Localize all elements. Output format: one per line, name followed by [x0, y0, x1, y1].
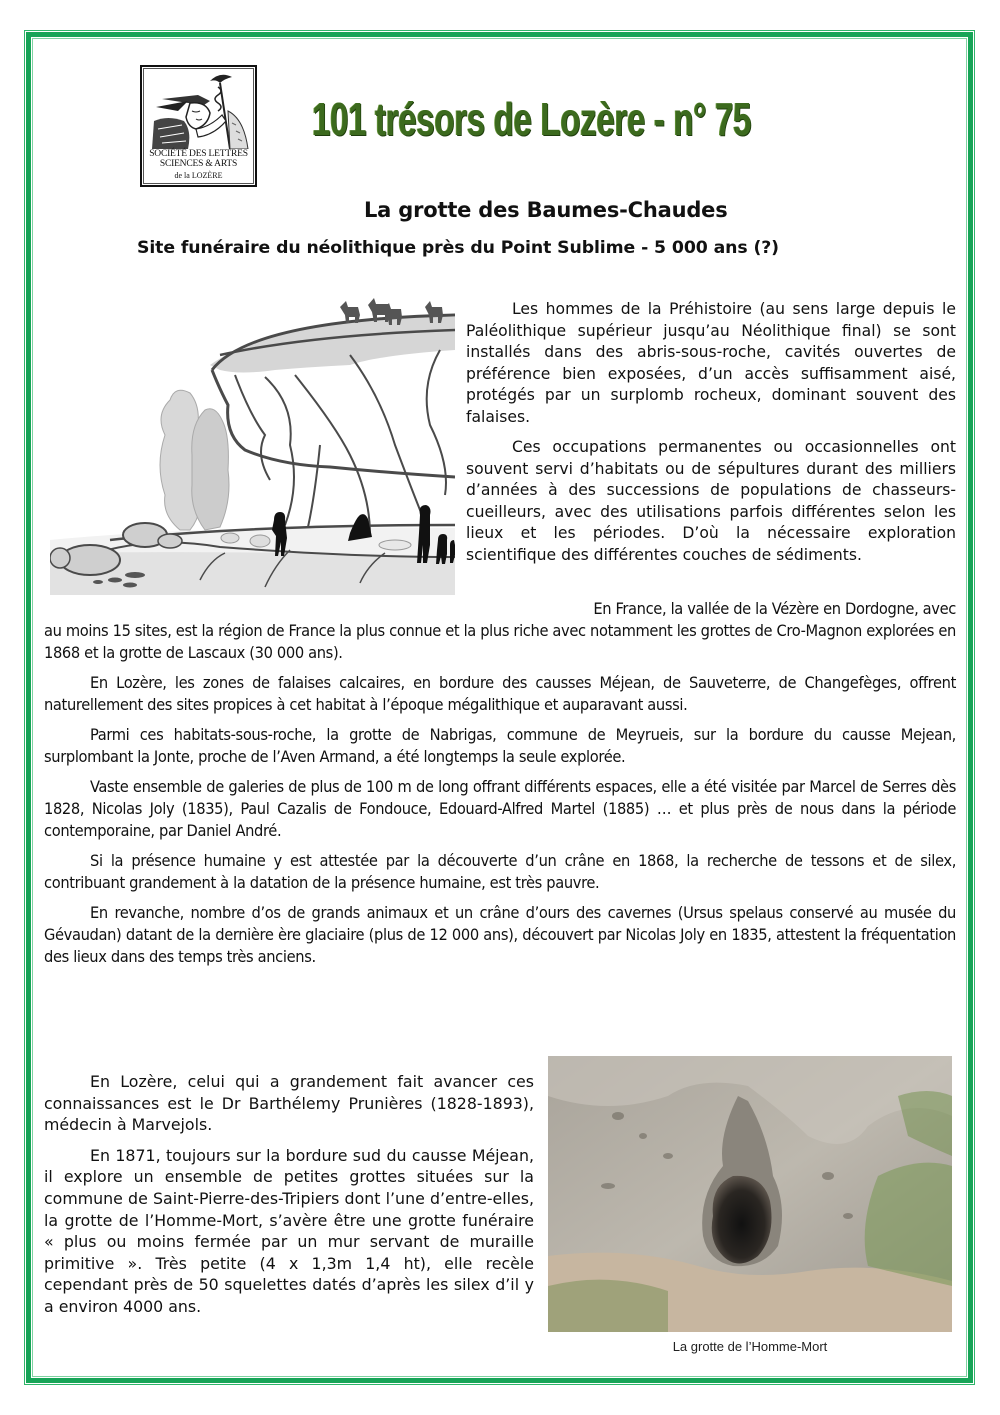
paragraph-10: En 1871, toujours sur la bordure sud du causse Méjean, il explore un ensemble de petites grottes situées sur la commune de Saint-Pierre-des-Tripiers dont l’une d’entre-elles, la grotte de l’Homme-Mort, s’avère être une grotte funéraire « plus ou moins fermée par un mur servant de muraille primitive ». Très petite (4 x 1,3m 1,4 ht), elle recèle cependant près de 50 squelettes datés d’après les silex d’il y a environ 4000 ans. — [44, 1145, 534, 1316]
paragraph-6: Vaste ensemble de galeries de plus de 100 m de long offrant différents espaces, elle a été visitée par Marcel de Serres dès 1828, Nicolas Joly (1835), Paul Cazalis de Fondouce, Edouard-Alfred Martel (1885) … et plus près de nous dans la période contemporaine, par Daniel André. — [44, 777, 956, 840]
cave-entrance-photo-icon — [548, 1056, 952, 1332]
paragraph-7: Si la présence humaine y est attestée par la découverte d’un crâne en 1868, la recherche de tessons et de silex, contribuant grandement à la datation de la présence humaine, est très pauvre. — [44, 851, 956, 892]
paragraph-1: Les hommes de la Préhistoire (au sens large depuis le Paléolithique supérieur jusqu’au Néolithique final) se sont installés dans des abris-sous-roche, cavités ouvertes de préférence bien exposées, d’un accès suffisamment aisé, protégés par un surplomb rocheux, dominant souvent des falaises. — [466, 300, 956, 426]
paragraph-3 — [44, 598, 956, 664]
paragraph-2: Ces occupations permanentes ou occasionnelles ont souvent servi d’habitats ou de sépultures durant des milliers d’années à des successions de populations de chasseurs-cueilleurs, avec des utilisations parfois différentes selon les lieux et les périodes. D’où la nécessaire exploration scientifique des différentes couches de sédiments. — [466, 438, 956, 564]
logo-line-1: SOCIÉTÉ DES LETTRES — [149, 149, 248, 159]
paragraph-3-first-line: En France, la vallée de la Vézère en Dordogne, avec — [593, 599, 956, 618]
rock-shelter-illustration — [50, 295, 455, 595]
bottom-column — [44, 1071, 534, 1318]
paragraph-3-rest: au moins 15 sites, est la région de France la plus connue et la plus riche avec notamment les grottes de Cro-Magnon explorées en 1868 et la grotte de Lascaux (30 000 ans). — [44, 621, 956, 662]
logo-line-2: SCIENCES & ARTS — [159, 159, 238, 169]
paragraph-9: En Lozère, celui qui a grandement fait avancer ces connaissances est le Dr Barthélemy Prunières (1828-1893), médecin à Marvejols. — [44, 1072, 534, 1135]
society-logo — [140, 65, 257, 187]
article-title: La grotte des Baumes-Chaudes — [364, 198, 728, 222]
photo-caption: La grotte de l’Homme-Mort — [672, 1339, 828, 1354]
main-text — [44, 598, 956, 968]
cave-photo — [548, 1056, 952, 1332]
society-name — [142, 149, 255, 181]
article-subtitle: Site funéraire du néolithique près du Point Sublime - 5 000 ans (?) — [137, 238, 779, 258]
rock-shelter-drawing-icon — [50, 295, 455, 595]
paragraph-8: En revanche, nombre d’os de grands animaux et un crâne d’ours des cavernes (Ursus spelaus conservé au musée du Gévaudan) datant de la dernière ère glaciaire (plus de 12 000 ans), découvert par Nicolas Joly en 1835, attestent la fréquentation des lieux dans des temps très anciens. — [44, 903, 956, 966]
series-title: 101 trésors de Lozère - n° 75 — [312, 93, 752, 145]
logo-line-3: de la LOZÈRE — [174, 171, 223, 180]
hermes-caduceus-icon — [148, 71, 251, 149]
intro-column — [466, 299, 956, 566]
paragraph-5: Parmi ces habitats-sous-roche, la grotte de Nabrigas, commune de Meyrueis, sur la bordure du causse Mejean, surplombant la Jonte, proche de l’Aven Armand, a été longtemps la seule explorée. — [44, 725, 956, 766]
paragraph-4: En Lozère, les zones de falaises calcaires, en bordure des causses Méjean, de Sauveterre, de Changefèges, offrent naturellement des sites propices à cet habitat à l’époque mégalithique et auparavant aussi. — [44, 673, 956, 714]
